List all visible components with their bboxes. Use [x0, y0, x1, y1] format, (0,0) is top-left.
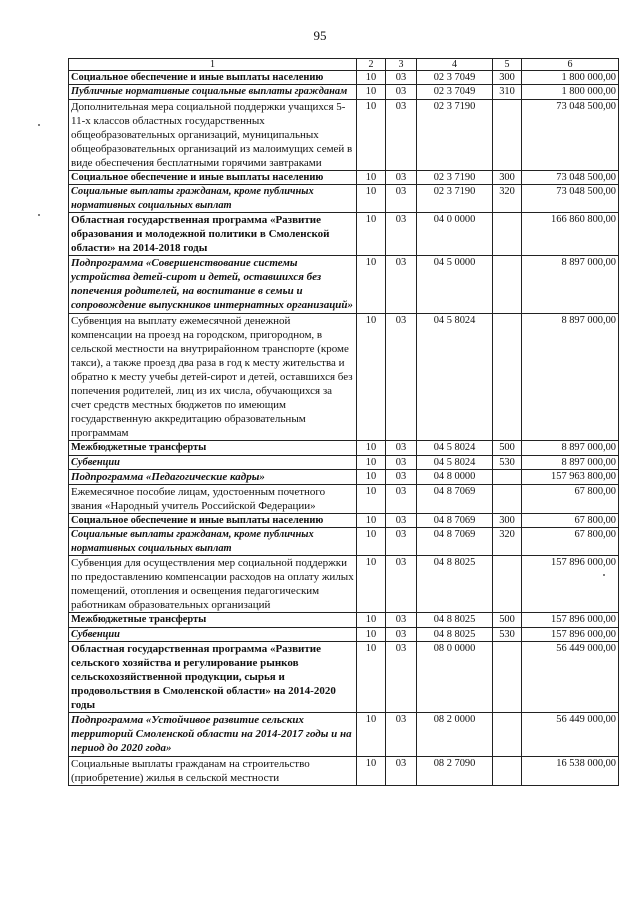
target-article-code: 04 8 7069: [417, 528, 493, 556]
table-row: [69, 756, 619, 785]
row-name: Субвенции: [69, 455, 357, 469]
amount: 157 896 000,00: [522, 627, 619, 641]
amount: 56 449 000,00: [522, 713, 619, 756]
expense-type-code: [493, 469, 522, 484]
amount: 8 897 000,00: [522, 441, 619, 455]
target-article-code: 04 8 8025: [417, 613, 493, 627]
target-article-code: 04 8 0000: [417, 469, 493, 484]
amount: 1 800 000,00: [522, 71, 619, 85]
row-name: Ежемесячное пособие лицам, удостоенным почетного звания «Народный учитель Российской Федерации»: [69, 484, 357, 513]
row-name: Субвенции: [69, 627, 357, 641]
target-article-code: 04 8 8025: [417, 556, 493, 613]
table-row: [69, 556, 619, 613]
expense-type-code: [493, 313, 522, 441]
expense-type-code: 320: [493, 185, 522, 213]
target-article-code: 04 8 7069: [417, 514, 493, 528]
table-row: [69, 185, 619, 213]
target-article-code: 08 2 7090: [417, 756, 493, 785]
section-code: 10: [357, 99, 386, 170]
margin-mark: [603, 574, 605, 576]
amount: 67 800,00: [522, 514, 619, 528]
subsection-code: 03: [386, 71, 417, 85]
section-code: 10: [357, 212, 386, 255]
column-header: 6: [522, 59, 619, 71]
row-name: Социальные выплаты гражданам, кроме публичных нормативных социальных выплат: [69, 528, 357, 556]
amount: 73 048 500,00: [522, 185, 619, 213]
expense-type-code: 300: [493, 71, 522, 85]
expense-type-code: 530: [493, 455, 522, 469]
row-name: Подпрограмма «Устойчивое развитие сельских территорий Смоленской области на 2014-2017 годы и на период до 2020 года»: [69, 713, 357, 756]
expense-type-code: [493, 756, 522, 785]
table-row: [69, 85, 619, 99]
column-header: 4: [417, 59, 493, 71]
amount: 73 048 500,00: [522, 171, 619, 185]
amount: 8 897 000,00: [522, 256, 619, 313]
subsection-code: 03: [386, 613, 417, 627]
amount: 16 538 000,00: [522, 756, 619, 785]
expense-type-code: [493, 641, 522, 712]
row-name: Субвенция на выплату ежемесячной денежной компенсации на проезд на городском, пригородном, в сельской местности на внутрирайонном транспорте (кроме такси), а также проезд два раза в год к месту жительства и обратно к месту учебы детей-сирот и детей, оставшихся без попечения родителей, лиц из их числа, обучающихся за счет средств местных бюджетов по имеющим государственную аккредитацию образовательным программам: [69, 313, 357, 441]
table-row: [69, 71, 619, 85]
amount: 67 800,00: [522, 484, 619, 513]
row-name: Социальное обеспечение и иные выплаты населению: [69, 171, 357, 185]
expense-type-code: 310: [493, 85, 522, 99]
row-name: Межбюджетные трансферты: [69, 613, 357, 627]
row-name: Областная государственная программа «Развитие сельского хозяйства и регулирование рынков сельскохозяйственной продукции, сырья и продовольствия в Смоленской области» на 2014-2020 годы: [69, 641, 357, 712]
page-number: 95: [313, 28, 327, 43]
table-row: [69, 713, 619, 756]
table-row: [69, 469, 619, 484]
table-row: [69, 528, 619, 556]
subsection-code: 03: [386, 256, 417, 313]
subsection-code: 03: [386, 99, 417, 170]
expense-type-code: 530: [493, 627, 522, 641]
target-article-code: 08 0 0000: [417, 641, 493, 712]
amount: 1 800 000,00: [522, 85, 619, 99]
subsection-code: 03: [386, 556, 417, 613]
target-article-code: 08 2 0000: [417, 713, 493, 756]
target-article-code: 02 3 7049: [417, 71, 493, 85]
section-code: 10: [357, 556, 386, 613]
target-article-code: 02 3 7190: [417, 99, 493, 170]
section-code: 10: [357, 613, 386, 627]
row-name: Областная государственная программа «Развитие образования и молодежной политики в Смоленской области» на 2014-2018 годы: [69, 212, 357, 255]
target-article-code: 04 0 0000: [417, 212, 493, 255]
target-article-code: 04 8 7069: [417, 484, 493, 513]
row-name: Субвенция для осуществления мер социальной поддержки по предоставлению компенсации расходов на оплату жилых помещений, отопления и освещения педагогическим работникам образовательных организаций: [69, 556, 357, 613]
amount: 56 449 000,00: [522, 641, 619, 712]
target-article-code: 02 3 7190: [417, 171, 493, 185]
column-header: 5: [493, 59, 522, 71]
target-article-code: 02 3 7049: [417, 85, 493, 99]
expense-type-code: 300: [493, 171, 522, 185]
expense-type-code: [493, 484, 522, 513]
column-header: 2: [357, 59, 386, 71]
subsection-code: 03: [386, 455, 417, 469]
amount: 166 860 800,00: [522, 212, 619, 255]
section-code: 10: [357, 528, 386, 556]
amount: 157 896 000,00: [522, 556, 619, 613]
amount: 73 048 500,00: [522, 99, 619, 170]
amount: 67 800,00: [522, 528, 619, 556]
subsection-code: 03: [386, 641, 417, 712]
amount: 8 897 000,00: [522, 455, 619, 469]
section-code: 10: [357, 171, 386, 185]
section-code: 10: [357, 185, 386, 213]
row-name: Социальное обеспечение и иные выплаты населению: [69, 514, 357, 528]
subsection-code: 03: [386, 627, 417, 641]
budget-table: [68, 58, 619, 786]
subsection-code: 03: [386, 484, 417, 513]
section-code: 10: [357, 627, 386, 641]
target-article-code: 04 8 8025: [417, 627, 493, 641]
subsection-code: 03: [386, 171, 417, 185]
subsection-code: 03: [386, 713, 417, 756]
target-article-code: 04 5 8024: [417, 441, 493, 455]
margin-mark: [38, 124, 40, 126]
table-row: [69, 514, 619, 528]
table-row: [69, 441, 619, 455]
row-name: Социальные выплаты гражданам на строительство (приобретение) жилья в сельской местности: [69, 756, 357, 785]
column-header: 1: [69, 59, 357, 71]
expense-type-code: [493, 256, 522, 313]
expense-type-code: [493, 713, 522, 756]
section-code: 10: [357, 469, 386, 484]
target-article-code: 04 5 8024: [417, 455, 493, 469]
subsection-code: 03: [386, 469, 417, 484]
section-code: 10: [357, 756, 386, 785]
row-name: Межбюджетные трансферты: [69, 441, 357, 455]
table-row: [69, 256, 619, 313]
column-header: 3: [386, 59, 417, 71]
section-code: 10: [357, 85, 386, 99]
subsection-code: 03: [386, 85, 417, 99]
subsection-code: 03: [386, 441, 417, 455]
margin-mark: [38, 214, 40, 216]
row-name: Подпрограмма «Совершенствование системы устройства детей-сирот и детей, оставшихся без попечения родителей, на воспитание в семьи и сопровождение выпускников интернатных организаций»: [69, 256, 357, 313]
subsection-code: 03: [386, 212, 417, 255]
expense-type-code: 500: [493, 441, 522, 455]
target-article-code: 02 3 7190: [417, 185, 493, 213]
subsection-code: 03: [386, 313, 417, 441]
table-row: [69, 613, 619, 627]
table-row: [69, 99, 619, 170]
table-row: [69, 627, 619, 641]
expense-type-code: [493, 212, 522, 255]
section-code: 10: [357, 455, 386, 469]
section-code: 10: [357, 313, 386, 441]
row-name: Социальные выплаты гражданам, кроме публичных нормативных социальных выплат: [69, 185, 357, 213]
section-code: 10: [357, 641, 386, 712]
row-name: Подпрограмма «Педагогические кадры»: [69, 469, 357, 484]
section-code: 10: [357, 441, 386, 455]
subsection-code: 03: [386, 185, 417, 213]
target-article-code: 04 5 0000: [417, 256, 493, 313]
expense-type-code: 300: [493, 514, 522, 528]
amount: 157 896 000,00: [522, 613, 619, 627]
amount: 157 963 800,00: [522, 469, 619, 484]
expense-type-code: 320: [493, 528, 522, 556]
subsection-code: 03: [386, 756, 417, 785]
subsection-code: 03: [386, 514, 417, 528]
table-row: [69, 484, 619, 513]
section-code: 10: [357, 484, 386, 513]
header-row: [69, 59, 619, 71]
subsection-code: 03: [386, 528, 417, 556]
table-row: [69, 455, 619, 469]
expense-type-code: [493, 99, 522, 170]
table-row: [69, 212, 619, 255]
table-row: [69, 641, 619, 712]
row-name: Социальное обеспечение и иные выплаты населению: [69, 71, 357, 85]
table-row: [69, 171, 619, 185]
section-code: 10: [357, 256, 386, 313]
section-code: 10: [357, 713, 386, 756]
section-code: 10: [357, 71, 386, 85]
section-code: 10: [357, 514, 386, 528]
target-article-code: 04 5 8024: [417, 313, 493, 441]
table-body: [69, 71, 619, 786]
row-name: Дополнительная мера социальной поддержки учащихся 5-11-х классов областных государственных общеобразовательных организаций, муниципальных общеобразовательных организаций из малоимущих семей в виде обеспечения бесплатными горячими завтраками: [69, 99, 357, 170]
row-name: Публичные нормативные социальные выплаты гражданам: [69, 85, 357, 99]
amount: 8 897 000,00: [522, 313, 619, 441]
expense-type-code: 500: [493, 613, 522, 627]
table-row: [69, 313, 619, 441]
expense-type-code: [493, 556, 522, 613]
